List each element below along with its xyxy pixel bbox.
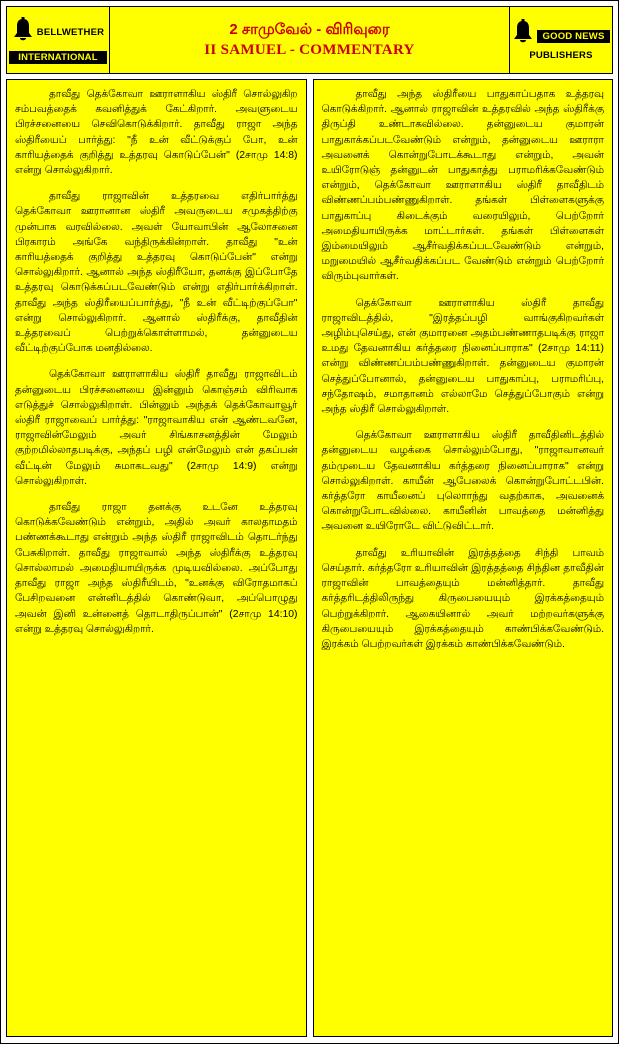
publisher-right-line2: PUBLISHERS: [529, 50, 593, 61]
bell-icon: [512, 19, 534, 50]
paragraph: தாவீது ராஜா தனக்கு உடனே உத்தரவு கொடுக்கவேண்டும் என்றும், அதில் அவர் காலதாமதம் பண்ணக்கூடாது என்றும் அந்த ஸ்திரீ ராஜாவிடம் தொடர்ந்து பேசுகிறாள். தாவீது ராஜாவால் அந்த ஸ்திரீக்கு உத்தரவு சொல்லாமல் அமைதியாயிருக்க முடியவில்லை. அப்போது தாவீது ராஜா அந்த ஸ்திரீயிடம், "உனக்கு விரோதமாகப் பேசிறவனை என்னிடத்தில் கொண்டுவா, அப்பொழுது அவன் இனி உன்னைத் தொடாதிருப்பான்" (2சாமு 14:10) என்று உத்தரவு சொல்லுகிறார்.: [15, 502, 298, 635]
bell-icon: [12, 17, 34, 48]
logo-right-row: [512, 19, 610, 50]
page-title: [110, 6, 509, 74]
publisher-left-line2: INTERNATIONAL: [9, 51, 107, 64]
publisher-logo-right: [509, 6, 613, 74]
right-column: [313, 79, 614, 1037]
publisher-right-line1: GOOD NEWS: [537, 30, 610, 43]
page-title-english: II SAMUEL - COMMENTARY: [204, 42, 415, 58]
publisher-logo-left: [6, 6, 110, 74]
left-column: [6, 79, 307, 1037]
publisher-left-line1: BELLWETHER: [36, 26, 105, 38]
paragraph: தெக்கோவா ஊராளாகிய ஸ்திரீ தாவீது ராஜாவிடம் தன்னுடைய பிரச்சனையை இன்னும் கொஞ்சம் விரிவாக எடுத்துச் சொல்லுகிறாள். பின்னும் அந்தக் தெக்கோவாவூர் ஸ்திரீ ராஜாவைப் பார்த்து: "ராஜாவாகிய என் ஆண்டவனே, ராஜாவின்மேலும் அவர் சிங்காசனத்தின் மேலும் குற்றமில்லாதபடிக்கு, அந்தப் பழி என்மேலும் என் தகப்பன் வீட்டின் மேலும் சுமாகடவது" (2சாமு 14:9) என்று சொல்லுகிறாள்.: [15, 369, 298, 487]
paragraph: தெக்கோவா ஊராளாகிய ஸ்திரீ தாவீதினிடத்தில் தன்னுடைய வழக்கை சொல்லும்போது, "ராஜாவானவர் தம்முடைய தேவனாகிய கர்த்தரை நினைப்பாராக" என்று சொல்லுகிறாள். காயீன் ஆபேலைக் கொன்றுபோட்டபின். கர்த்தரோ காயீனைப் புலொாந்து வதற்காக, அவனைக் கொன்றுபோடவில்லை. காயீனின் பாவத்தை மன்னித்து அவனை உயிரோடே விட்டுவிட்டார்.: [321, 430, 604, 533]
page-body: [6, 79, 613, 1037]
paragraph: தெக்கோவா ஊராளாகிய ஸ்திரீ தாவீது ராஜாவிடத்தில், "இரத்தப்பழி வாங்குகிறவர்கள் அழிம்புசெய்து, என் குமாரனை அதம்பண்ணாதபடிக்கு ராஜா உமது தேவனாகிய கர்த்தரை நினைப்பாராக" (2சாமு 14:11) என்று விண்ணப்பம்பண்ணுகிறாள். தன்னுடைய குமாரன் செத்துப்போனால், தன்னுடைய பாதுகாப்பு, பராமரிப்பு, சந்தோஷம், சமாதானம் எல்லாமே செத்துப்போகும் என்று அந்த ஸ்திரீ சொல்லுகிறாள்.: [321, 297, 604, 416]
logo-left-row: [9, 17, 107, 48]
page-header: [6, 6, 613, 74]
page-title-tamil: 2 சாமுவேல் - விரிவுரை: [229, 21, 390, 38]
paragraph: தாவீது உரியாவின் இரத்தத்தை சிந்தி பாவம் செய்தார். கர்த்தரோ உரியாவின் இரத்தத்தை சிந்தின தாவீதின் ராஜாவின் பாவத்தையும் மன்னித்தார். தாவீது கர்த்தரிடத்திலிருந்து கிருபையையும் இரக்கத்தையும் பெற்றுக்கிறார். ஆகையினால் அவர் மற்றவர்களுக்கு கிருபையையும் இரக்கத்தையும் காண்பிக்கவேண்டும். இரக்கம் பெற்றவர்கள் இரக்கம் காண்பிக்கவேண்டும்.: [321, 547, 604, 650]
paragraph: தாவீது அந்த ஸ்திரீயை பாதுகாப்பதாக உத்தரவு கொடுக்கிறார். ஆனால் ராஜாவின் உத்தரவில் அந்த ஸ்திரீக்கு திருப்தி உண்டாகவில்லை. தன்னுடைய குமாரன் பாதுகாக்கப்படவேண்டும் என்றும், தன்னுடைய ஊராரா அவனைக் கொன்றுபோடக்கூடாது என்றும், அவன் உயிரோடுஞ் தன்னுடன் பாதுகாத்து பராமரிக்கவேண்டும் என்றும், தெக்கோவா ஊராளாகிய ஸ்திரீ தாவீதிடம் விண்ணப்பம்பண்ணுகிறாள். தங்கள் பிள்ளைகளுக்கு பாதுகாப்பு கிடைக்கும் வரையிலும், பெற்றோர் அமைதியாயிருக்க மாட்டார்கள். தங்கள் பிள்ளைகள் இம்மையிலும் ஆசீர்வதிக்கப்படவேண்டும் என்றும், மறுமையில் ஆசீர்வதிக்கப்பட வேண்டும் என்றும் பெற்றோர் விரும்புவார்கள்.: [321, 89, 604, 283]
paragraph: தாவீது தெக்கோவா ஊராளாகிய ஸ்திரீ சொல்லுகிற சம்பவத்தைக் கவனித்துக் கேட்கிறார். அவளுடைய பிரச்சனையை செவிகொடுக்கிறார். தாவீது ராஜா அந்த ஸ்திரீயைப் பார்த்து: "நீ உன் வீட்டுக்குப் போ, உன் காரியத்தைக் குறித்து உத்தரவு கொடுப்பேன்" (2சாமு 14:8) என்று சொல்லுகிறார்.: [15, 89, 298, 177]
paragraph: தாவீது ராஜாவின் உத்தரவை எதிர்பார்த்து தெக்கோவா ஊரானான ஸ்திரீ அவருடைய சமுகத்திற்கு முன்பாக வரவில்லை. அவள் யோவாபின் ஆலோசனை பிரகாரம் அங்கே வந்திருக்கின்றாள். தாவீது "உன் காரியத்தைக் குறித்து உத்தரவு கொடுப்பேன்" என்று சொல்லுகிறார். ஆனால் அந்த ஸ்திரீயோ, தனக்கு இப்போதே உத்தரவு கொடுக்கப்படவேண்டும் என்று எதிர்பார்க்கிறாள். தாவீது அந்த ஸ்திரீயைப்பார்த்து, "நீ உன் வீட்டிற்குப்போ" என்று சொல்லுகிறார். ஆனால் ஸ்திரீக்கு, தாவீதின் உத்தரவைப் பெற்றுக்கொள்ளாமல், தன்னுடைய வீட்டிற்குப்போக மனதில்லை.: [15, 191, 298, 355]
